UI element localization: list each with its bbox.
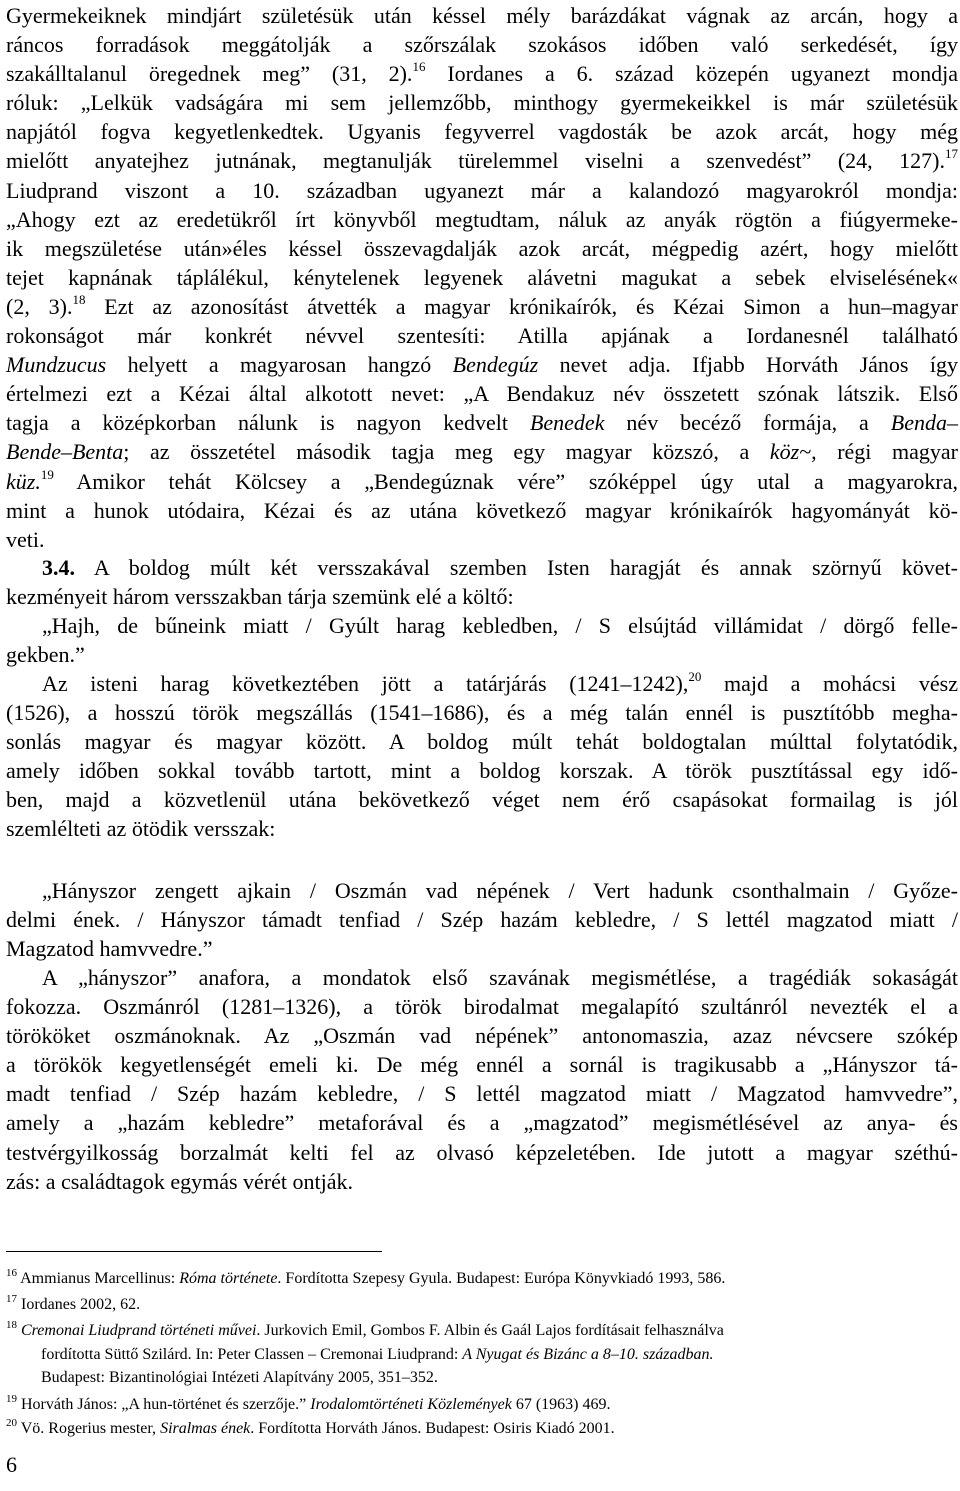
text-line: „Hányszor zengett ajkain / Oszmán vad népének / Vert hadunk csonthalmain / Győze- [42, 878, 958, 903]
footnote-16: $^{16}$ Ammianus Marcellinus: Róma története. Fordította Szepesy Gyula. Budapest: Európa Könyvkiadó 1993, 586. [6, 1267, 726, 1287]
footnote-17: $^{17}$ Iordanes 2002, 62. [6, 1293, 141, 1313]
footnote-ref: 16 [412, 59, 426, 75]
paragraph-3 [6, 669, 958, 844]
text-line: amely a „hazám kebledre” metaforával és a „magzatod” megismétlésével az anya- és [6, 1110, 958, 1136]
text-line: ráncos forradások meggátolják a szőrszálak szokásos időben való serkedését, így [6, 32, 958, 58]
paragraph-1 [6, 1, 958, 554]
page-number: 6 [6, 1452, 17, 1477]
text-line: napjától fogva kegyetlenkedtek. Ugyanis fegyverrel vagdosták be azok arcát, hogy még [6, 119, 958, 145]
text-line: delmi ének. / Hányszor támadt tenfiad / Szép hazám kebledre, / S lettél magzatod miatt / [6, 907, 958, 933]
text-line: Gyermekeiknek mindjárt születésük után késsel mély barázdákat vágnak az arcán, hogy a [6, 3, 958, 28]
text-line: testvérgyilkosság borzalmát kelti fel az olvasó képzeletében. Ide jutott a magyar széthú- [6, 1139, 958, 1165]
footnote-18: $^{18}$ Cremonai Liudprand történeti művei. Jurkovich Emil, Gombos F. Albin és Gaál Lajos fordításait felhasználva fordította Süttő Szilárd. In: Peter Classen – Cremonai Liudprand: A Nyugat és Bizánc a 8–10. században. Budapest: Bizantinológiai Intézeti Alapítvány 2005, 351–352. [6, 1319, 724, 1386]
text-line: róluk: „Lelkük vadságára mi sem jellemzőbb, minthogy gyermekeikkel is már születésük [6, 90, 958, 116]
footnote-number: 18 [6, 1319, 17, 1331]
text-line: szemlélteti az ötödik versszak: [6, 816, 276, 842]
text-line: sonlás magyar és magyar között. A boldog múlt tehát boldogtalan múlttal folytatódik, [6, 729, 958, 755]
text-line: kezményeit három versszakban tárja szemünk elé a költő: [6, 584, 514, 610]
text-line: tejet kapnának táplálékul, kénytelenek legyenek alávetni magukat a sebek elviselésének« [6, 264, 958, 290]
text-line: mint a hunok utódaira, Kézai és az utána következő magyar krónikaírók hagyományát kö- [6, 497, 958, 523]
text-line: rokonságot már konkrét névvel szentesíti: Atilla apjának a Iordanesnél található [6, 323, 958, 349]
footnote-ref: 18 [72, 291, 86, 307]
text-line: „Hajh, de bűneink miatt / Gyúlt harag kebledben, / S elsújtád villámidat / dörgő felle- [42, 613, 958, 638]
text-line: Mundzucus helyett a magyarosan hangzó Bendegúz nevet adja. Ifjabb Horváth János így [6, 352, 958, 378]
text-line: 3.4. A boldog múlt két versszakával szemben Isten haragját és annak szörnyű követ- [42, 555, 958, 580]
text-line: Liudprand viszont a 10. században ugyanezt már a kalandozó magyarokról mondja: [6, 177, 958, 203]
text-line: mielőtt anyatejhez jutnának, megtanulják türelemmel viselni a szenvedést” (24, 127).$^{17}$ [6, 146, 958, 174]
text-line: szakálltalanul öregednek meg” (31, 2).$^{16}$ Iordanes a 6. század közepén ugyanezt mondja [6, 59, 958, 87]
footnote-number: 17 [6, 1293, 17, 1305]
text-line: A „hányszor” anafora, a mondatok első szavának megismétlése, a tragédiák sokaságát [42, 965, 958, 990]
text-line: veti. [6, 526, 45, 552]
text-line: gekben.” [6, 642, 85, 668]
footnote-number: 16 [6, 1267, 17, 1279]
text-line: Magzatod hamvvedre.” [6, 936, 213, 962]
text-line: Az isteni harag következtében jött a tatárjárás (1241–1242),$^{20}$ majd a mohácsi vész [42, 669, 958, 696]
footnote-number: 20 [6, 1417, 17, 1429]
text-line: a törökök kegyetlenségét emeli ki. De még ennél a sornál is tragikusabb a „Hányszor tá- [6, 1052, 958, 1078]
footnote-20: $^{20}$ Vö. Rogerius mester, Siralmas ének. Fordította Horváth János. Budapest: Osiris Kiadó 2001. [6, 1417, 615, 1437]
text-line: küz.$^{19}$ Amikor tehát Kölcsey a „Bendegúznak vére” szóképpel úgy utal a magyarokra, [6, 466, 958, 494]
footnote-ref: 20 [688, 669, 702, 684]
footnote-ref: 19 [40, 466, 54, 482]
paragraph-4 [6, 963, 958, 1196]
text-line: értelmezi ezt a Kézai által alkotott nevet: „A Bendakuz név összetett szónak látszik. Első [6, 381, 958, 407]
footnote-ref: 17 [945, 146, 958, 162]
footnote-divider [6, 1251, 382, 1252]
footnote-number: 19 [6, 1393, 17, 1405]
footnote-19: $^{19}$ Horváth János: „A hun-történet és szerzője.” Irodalomtörténeti Közlemények 67 (1963) 469. [6, 1393, 611, 1413]
text-line: (1526), a hosszú török megszállás (1541–1686), és a még talán ennél is pusztítóbb megha- [6, 700, 958, 726]
text-line: ben, majd a közvetlenül utána bekövetkező véget nem érő csapásokat formailag is jól [6, 787, 958, 813]
text-line: tagja a középkorban nálunk is nagyon kedvelt Benedek név becéző formája, a Benda– [6, 410, 958, 436]
section-number: 3.4. [42, 555, 75, 580]
text-line: madt tenfiad / Szép hazám kebledre, / S lettél magzatod miatt / Magzatod hamvvedre”, [6, 1081, 958, 1107]
section-3-4-paragraph [6, 553, 958, 611]
text-line: amely időben sokkal tovább tartott, mint a boldog korszak. A török pusztítással egy idő- [6, 758, 958, 784]
text-line: ik megszületése után»éles késsel összevagdalják azok arcát, mégpedig azért, hogy mielőtt [6, 235, 958, 261]
text-line: (2, 3).$^{18}$ Ezt az azonosítást átvették a magyar krónikaírók, és Kézai Simon a hun–magyar [6, 291, 959, 319]
text-line: Bende–Benta; az összetétel második tagja meg egy magyar közszó, a köz~, régi magyar [6, 439, 958, 465]
poem-quote-2 [6, 876, 958, 963]
text-line: törököket oszmánoknak. Az „Oszmán vad népének” antonomaszia, azaz névcsere szókép [6, 1023, 958, 1049]
poem-quote-1 [6, 611, 958, 669]
text-line: zás: a családtagok egymás vérét ontják. [6, 1168, 353, 1194]
text-line: „Ahogy ezt az eredetükről írt könyvből megtudtam, náluk az anyák rögtön a fiúgyermeke- [6, 206, 958, 232]
text-line: fokozza. Oszmánról (1281–1326), a török birodalmat megalapító szultánról nevezték el a [6, 994, 958, 1020]
